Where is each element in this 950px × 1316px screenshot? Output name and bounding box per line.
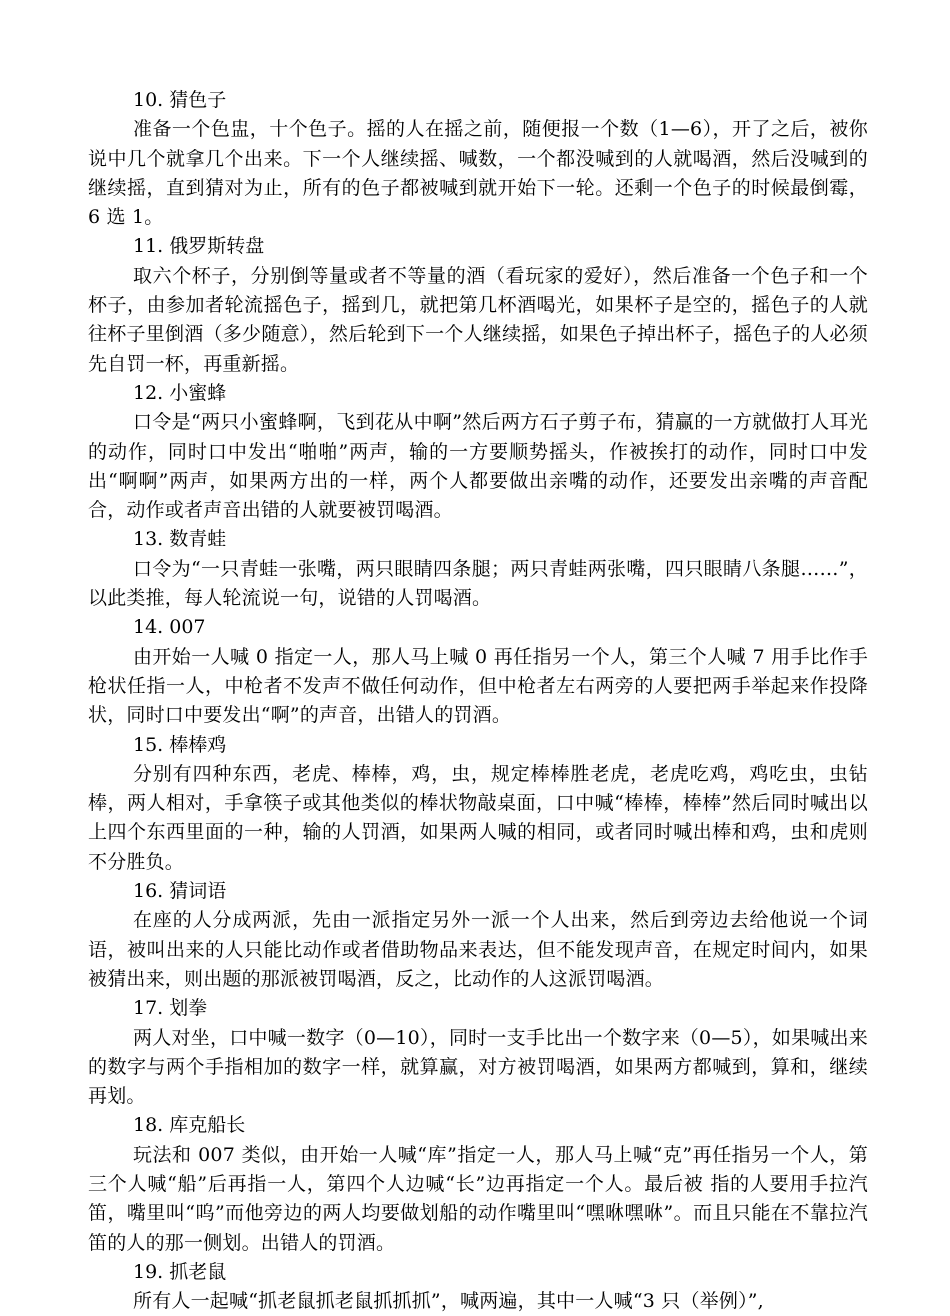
section-heading: 12. 小蜜蜂 [133,381,227,404]
section-heading: 17. 划拳 [133,997,208,1020]
section-paragraph: 所有人一起喊“抓老鼠抓老鼠抓抓抓”，喊两遍，其中一人喊“3 只（举例）”, [133,1290,764,1313]
section-heading: 13. 数青蛙 [133,528,227,551]
section-paragraph: 两人对坐，口中喊一数字（0—10），同时一支手比出一个数字来（0—5），如果喊出来的数字与两个手指相加的数字一样，就算赢，对方被罚喝酒，如果两方都喊到，算和，继续再划。 [88,1026,868,1108]
section-heading: 16. 猜词语 [133,880,227,903]
section-paragraph: 分别有四种东西，老虎、棒棒，鸡，虫，规定棒棒胜老虎，老虎吃鸡，鸡吃虫，虫钻棒，两人相对，手拿筷子或其他类似的棒状物敲桌面，口中喊“棒棒，棒棒”然后同时喊出以上四个东西里面的一种，输的人罚酒，如果两人喊的相同，或者同时喊出棒和鸡，虫和虎则不分胜负。 [88,762,868,873]
section-paragraph: 在座的人分成两派，先由一派指定另外一派一个人出来，然后到旁边去给他说一个词语，被叫出来的人只能比动作或者借助物品来表达，但不能发现声音，在规定时间内，如果被猜出来，则出题的那派被罚喝酒，反之，比动作的人这派罚喝酒。 [88,909,868,990]
section-paragraph: 口令是“两只小蜜蜂啊，飞到花从中啊”然后两方石子剪子布，猜赢的一方就做打人耳光的动作，同时口中发出“啪啪”两声，输的一方要顺势摇头，作被挨打的动作，同时口中发出“啊啊”两声，如果两方出的一样，两个人都要做出亲嘴的动作，还要发出亲嘴的声音配合，动作或者声音出错的人就要被罚喝酒。 [88,411,868,522]
section-14 [0,613,950,730]
section-heading: 11. 俄罗斯转盘 [133,235,265,258]
section-paragraph: 取六个杯子，分别倒等量或者不等量的酒（看玩家的爱好），然后准备一个色子和一个杯子，由参加者轮流摇色子，摇到几，就把第几杯酒喝光，如果杯子是空的，摇色子的人就往杯子里倒酒（多少随意），然后轮到下一个人继续摇，如果色子掉出杯子，摇色子的人必须先自罚一杯，再重新摇。 [88,264,868,375]
section-15 [0,731,950,877]
section-heading: 18. 库克船长 [133,1114,246,1137]
document-page [0,86,950,1316]
section-11 [0,232,950,378]
section-12 [0,379,950,525]
section-paragraph: 玩法和 007 类似，由开始一人喊“库”指定一人，那人马上喊“克”再任指另一个人，第三个人喊“船”后再指一人，第四个人边喊“长”边再指定一个人。最后被 指的人要用手拉汽笛，嘴里叫“呜”而他旁边的两人均要做划船的动作嘴里叫“嘿咻嘿咻”。而且只能在不靠拉汽笛的人的那一侧划。出错人的罚酒。 [88,1143,868,1254]
section-19 [0,1258,950,1316]
section-paragraph: 由开始一人喊 0 指定一人，那人马上喊 0 再任指另一个人，第三个人喊 7 用手比作手枪状任指一人，中枪者不发声不做任何动作，但中枪者左右两旁的人要把两手举起来作投降状，同时口中要发出“啊”的声音，出错人的罚酒。 [88,645,868,727]
section-heading: 10. 猜色子 [133,89,227,111]
section-16 [0,877,950,994]
section-paragraph: 口令为“一只青蛙一张嘴，两只眼睛四条腿；两只青蛙两张嘴，四只眼睛八条腿……”，以此类推，每人轮流说一句，说错的人罚喝酒。 [88,557,868,610]
section-heading: 19. 抓老鼠 [133,1260,227,1283]
section-10 [0,86,950,232]
section-17 [0,994,950,1111]
section-heading: 15. 棒棒鸡 [133,733,227,756]
section-paragraph: 准备一个色盅，十个色子。摇的人在摇之前，随便报一个数（1—6），开了之后，被你说中几个就拿几个出来。下一个人继续摇、喊数，一个都没喊到的人就喝酒，然后没喊到的继续摇，直到猜对为止，所有的色子都被喊到就开始下一轮。还剩一个色子的时候最倒霉，6 选 1。 [88,118,868,229]
section-heading: 14. 007 [133,616,206,639]
section-13 [0,525,950,613]
section-18 [0,1111,950,1257]
